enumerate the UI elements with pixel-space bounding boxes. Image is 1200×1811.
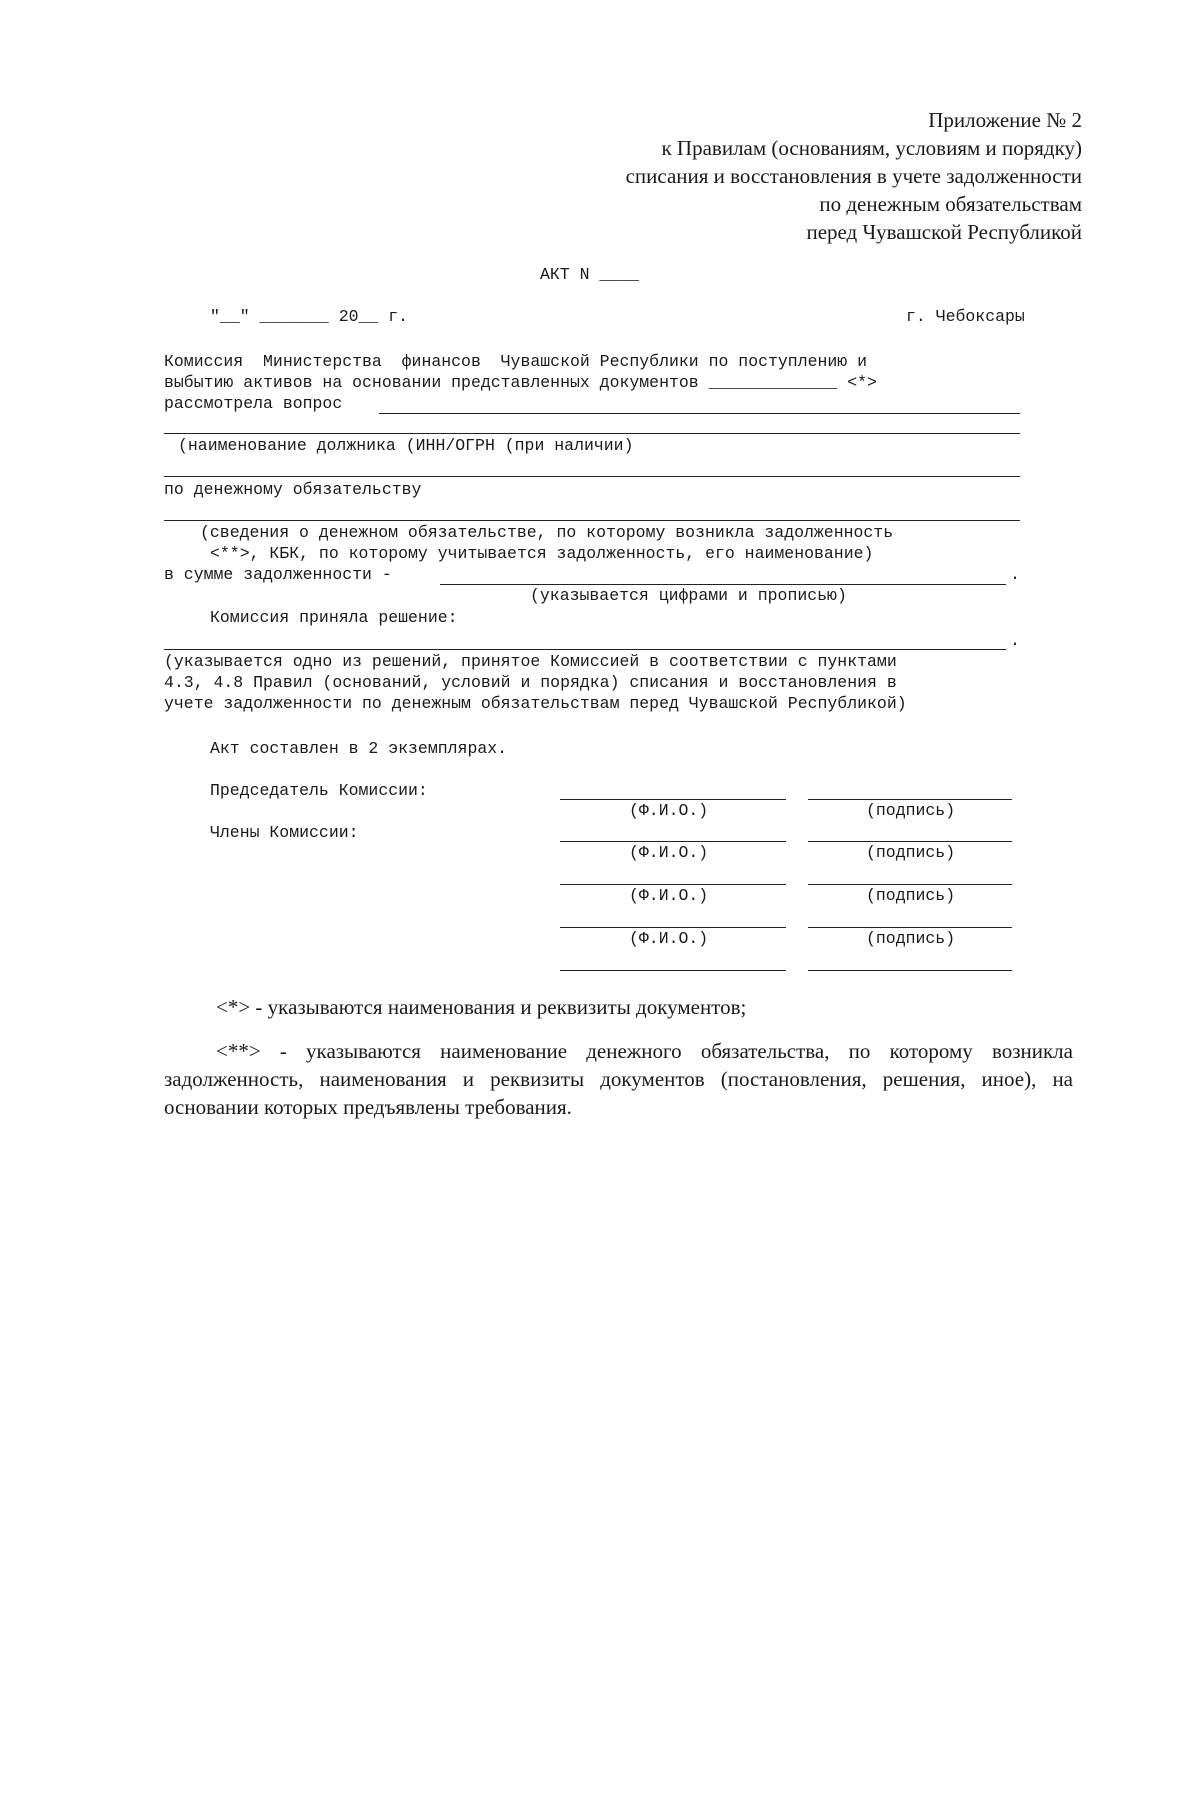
decision-caption-2: 4.3, 4.8 Правил (оснований, условий и порядка) списания и восстановления в [164,673,897,692]
act-title: АКТ N ____ [540,265,640,284]
decision-caption-1: (указывается одно из решений, принятое Комиссией в соответствии с пунктами [164,652,897,671]
debtor-caption: (наименование должника (ИНН/ОГРН (при наличии) [178,436,634,455]
fio-caption-4: (Ф.И.О.) [629,929,709,948]
sign-caption-2: (подпись) [866,843,956,862]
act-city: г. Чебоксары [906,307,1025,326]
commission-line-2: выбытию активов на основании представленных документов _____________ <*> [164,373,877,392]
appendix-line-4: по денежным обязательствам [819,192,1082,216]
act-date: "__" _______ 20__ г. [210,307,409,326]
decision-period: . [1010,631,1020,650]
sign-line-5 [808,970,1012,971]
obligation-label: по денежному обязательству [164,480,422,499]
fio-caption-3: (Ф.И.О.) [629,886,709,905]
decision-label: Комиссия приняла решение: [210,608,458,627]
appendix-line-5: перед Чувашской Республикой [806,220,1082,244]
sign-caption-4: (подпись) [866,929,956,948]
debtor-line-2 [164,476,1020,477]
fio-line-5 [560,970,786,971]
considered-label: рассмотрела вопрос [164,394,343,413]
sum-caption: (указывается цифрами и прописью) [530,586,847,605]
question-line [379,413,1020,414]
fio-caption-2: (Ф.И.О.) [629,843,709,862]
appendix-title: Приложение № 2 [928,108,1082,132]
obligation-caption-1: (сведения о денежном обязательстве, по которому возникла задолженность [200,523,894,542]
sign-caption-1: (подпись) [866,801,956,820]
sign-caption-3: (подпись) [866,886,956,905]
debtor-line [164,433,1020,434]
decision-caption-3: учете задолженности по денежным обязательствам перед Чувашской Республикой) [164,694,907,713]
footnote-2: <**> - указываются наименование денежного обязательства, по которому возникла задолженность, наименования и реквизиты документов (постановления, решения, иное), на основании которых предъявлены требования. [164,1039,1073,1119]
sum-label: в сумме задолженности - [164,565,392,584]
appendix-header [626,106,1082,246]
chairman-label: Председатель Комиссии: [210,781,428,800]
appendix-line-2: к Правилам (основаниям, условиям и порядку) [661,136,1082,160]
obligation-line [164,520,1020,521]
members-label: Члены Комиссии: [210,823,359,842]
obligation-caption-2: <**>, КБК, по которому учитывается задолженность, его наименование) [210,544,874,563]
copies-note: Акт составлен в 2 экземплярах. [210,739,508,758]
decision-line [164,649,1006,650]
appendix-line-3: списания и восстановления в учете задолженности [625,164,1082,188]
sum-period: . [1010,565,1020,584]
footnote-1: <*> - указываются наименования и реквизиты документов; [216,995,747,1019]
commission-line-1: Комиссия Министерства финансов Чувашской Республики по поступлению и [164,352,868,371]
fio-caption-1: (Ф.И.О.) [629,801,709,820]
